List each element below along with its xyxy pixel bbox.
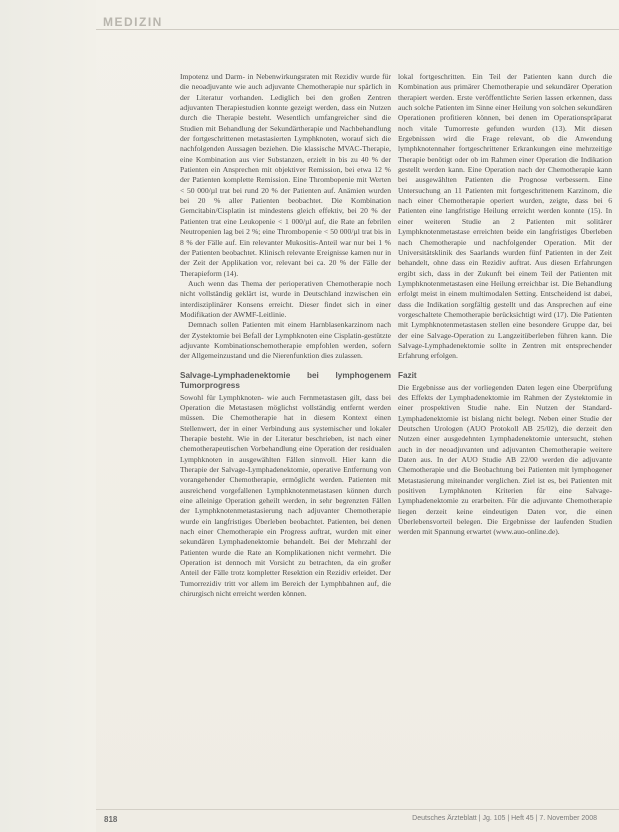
paragraph: Die Ergebnisse aus der vorliegenden Daten legen eine Überprüfung des Effekts der Lymphadenektomie im Rahmen der Zystektomie in einer prospektiven Studie nahe. Ein Nutzen der Standard-Lymphadenektomie ist bislang nicht belegt. Neben einer Studie der Deutschen Urologen (AUO Protokoll AB 25/02), die derzeit den Nutzen einer ausgedehnten Lymphadenektomie untersucht, stehen auch in der neoadjuvanten und adjuvanten Chemotherapie weitere Daten aus. In der AUO Studie AB 22/00 werden die adjuvante Chemotherapie und die Beobachtung bei Patienten mit lymphogener Metastasierung miteinander verglichen. Ziel ist es, bei Patienten mit positiven Lymphknoten Kriterien für eine Salvage-Lymphadenektomie zu erarbeiten. Für die adjuvante Chemotherapie liegen derzeit keine eindeutigen Daten vor, die einen Überlebensvorteil belegen. Die Ergebnisse der laufenden Studien werden mit Spannung erwartet (www.auo-online.de). [398, 382, 612, 537]
top-rule [96, 29, 619, 30]
left-margin [0, 0, 96, 832]
right-column [398, 72, 612, 538]
paragraph: Impotenz und Darm- in Nebenwirkungsraten mit Rezidiv wurde für die neoadjuvante wie auch adjuvante Chemotherapie nur spärlich in der Literatur vorhanden. Lediglich bei den großen Zentren adjuvanten Therapiestudien konnte gezeigt werden, dass ein Nutzen durch die Therapie besteht. Wesentlich umfangreicher sind die Studien mit Behandlung der Sekundärtherapie und Nachbehandlung der fortgeschrittenen metastasierten Lymphknoten, worauf sich die nachfolgenden Aussagen beziehen. Die klassische MVAC-Therapie, eine Kombination aus vier Substanzen, erzielt in bis zu 40 % der Patienten ein Ansprechen mit objektiver Remission, bei etwa 12 % der Patienten komplette Remission. Eine Thrombopenie mit Werten < 50 000/µl trat bei rund 20 % der Patienten auf. Anämien wurden bei 20 % aller Patienten beobachtet. Die Kombination Gemcitabin/Cisplatin ist mindestens gleich effektiv, bei 20 % der Patienten trat eine Leukopenie < 1 000/µl auf, die Rate an febrilen Neutropenien lag bei 2 %; eine Thrombopenie < 50 000/µl trat bis in 8 % der Fälle auf. Ein relevanter Mukositis-Anteil war nur bei 1 % der Patienten beobachtet. Klinisch relevante Ereignisse kamen nur in der Zeit der Applikation vor, relevant bei ca. 20 % der Fälle der Therapieform (14). [180, 72, 391, 278]
page-number: 818 [104, 815, 118, 824]
left-column [180, 72, 391, 600]
section-heading: Salvage-Lymphadenektomie bei lymphogenem Tumorprogress [180, 370, 391, 390]
section-label: MEDIZIN [103, 15, 163, 29]
paragraph: Demnach sollen Patienten mit einem Harnblasenkarzinom nach der Zystektomie bei Befall der Lymphknoten eine Cisplatin-gestützte adjuvante Kombinationschemotherapie empfohlen werden, sofern der Allgemeinzustand und die Nierenfunktion dies zulassen. [180, 320, 391, 361]
paragraph: Auch wenn das Thema der perioperativen Chemotherapie noch nicht vollständig geklärt ist, wurde in Deutschland inzwischen ein interdisziplinärer Konsens erreicht. Dieser findet sich in einer Modifikation der AWMF-Leitlinie. [180, 278, 391, 319]
journal-citation: Deutsches Ärzteblatt | Jg. 105 | Heft 45 | 7. November 2008 [412, 815, 597, 822]
paragraph: lokal fortgeschritten. Ein Teil der Patienten kann durch die Kombination aus primärer Chemotherapie und sekundärer Operation therapiert werden. Erste veröffentlichte Serien lassen erkennen, dass auch solche Patienten im Sinne einer Heilung von solchen sekundären Operationen profitieren können, bei denen im Operationspräparat noch vitale Tumorreste gefunden wurden (13). Mit diesen Ergebnissen wird die Frage relevant, ob die Anwendung lymphknotennaher fortgeschrittener Erkrankungen eine mehrzeitige Therapie benötigt oder ob im Rahmen einer Operation die Indikation gestellt werden kann. Eine Operation nach der Chemotherapie kann bei ausgewählten Patienten die Prognose verbessern. Eine Untersuchung an 11 Patienten mit fortgeschrittenem Karzinom, die nach einer Chemotherapie operiert wurden, zeigte, dass bei 6 Patienten eine langfristige Heilung erreicht werden konnte (15). In einer weiteren Studie an 2 Patienten mit solitärer Lymphknotenmetastase erreichten beide ein langfristiges Überleben nach Chemotherapie und nachfolgender Operation. Mit der Universitätsklinik des Saarlands wurden fünf Patienten in der Zeit behandelt, ohne dass ein Rezidiv auftrat. Aus diesen Erfahrungen ergibt sich, dass in der Zukunft bei einem Teil der Patienten mit Lymphknotenmetastasen eine Heilung erreichbar ist. Die Behandlung erfolgt meist in einem multimodalen Setting. Entscheidend ist dabei, dass die Indikation sorgfältig gestellt und das Ansprechen auf eine vorgeschaltete Chemotherapie berücksichtigt wird (17). Die Patienten mit Lymphknotenmetastasen stellen eine besondere Gruppe dar, bei der eine Salvage-Operation zu Langzeitüberleben führen kann. Die Salvage-Lymphadenektomie sollte in Zentren mit entsprechender Erfahrung erfolgen. [398, 72, 612, 361]
paragraph: Sowohl für Lymphknoten- wie auch Fernmetastasen gilt, dass bei Operation die Metastasen möglichst vollständig entfernt werden müssen. Die Chemotherapie hat in diesem Kontext einen Stellenwert, der in einer Verbindung aus systemischer und lokaler Therapie besteht. Wie in der Literatur beschrieben, ist nach einer chemotherapeutischen Vorbehandlung eine Operation der residualen Lymphknoten in ausgewählten Fällen sinnvoll. Hier kann die Therapie der Salvage-Lymphadenektomie, operative Entfernung von vorangehender Chemotherapie, ermöglicht werden. Patienten mit ausreichend vorgefallenen Lymphknotenmetastasen können durch eine alleinige Operation geheilt werden, in sehr begrenzten Fällen der Lymphknotenmetastasierung nach adjuvanter Chemotherapie wurde ein langfristiges Überleben beobachtet. Patienten, bei denen nach einer Chemotherapie ein Progress auftrat, wurden mit einer sekundären Lymphadenektomie behandelt. Bei der Mehrzahl der Patienten wurde die Rate an Komplikationen nicht vermehrt. Die Operation ist dennoch mit Vorsicht zu betrachten, da ein großer Anteil der Fälle trotz kompletter Resektion ein Rezidiv erleidet. Der Tumorrezidiv tritt vor allem im Bereich der Lymphbahnen auf, die chirurgisch nicht erreicht werden können. [180, 392, 391, 599]
footer-rule [96, 809, 619, 810]
section-heading: Fazit [398, 370, 417, 380]
